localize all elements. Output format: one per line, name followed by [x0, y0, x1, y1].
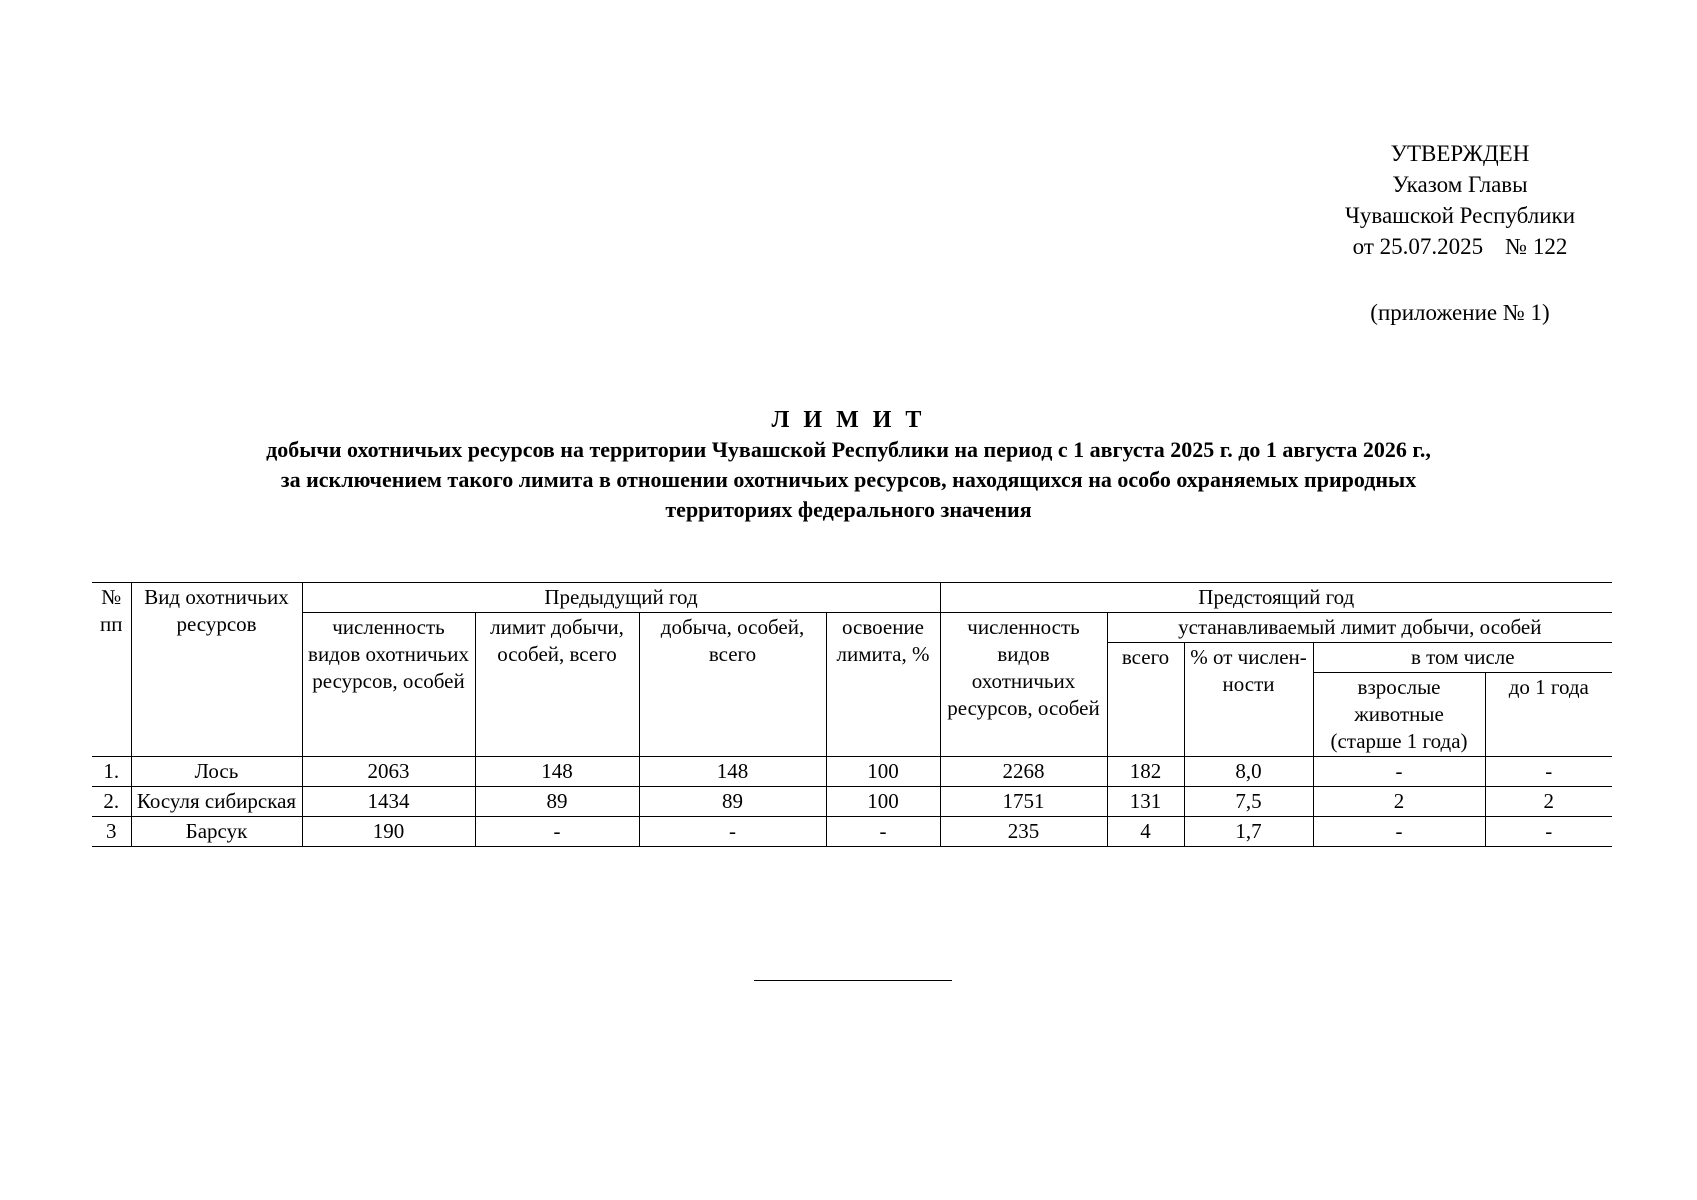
header-num: № пп	[92, 583, 131, 757]
header-prev-harvest: добыча, особей, всего	[639, 613, 826, 757]
cell-young: -	[1485, 817, 1612, 847]
cell-num: 2.	[92, 787, 131, 817]
header-prev-limit: лимит добычи, особей, всего	[475, 613, 639, 757]
table-row	[92, 757, 1612, 787]
cell-prev-limit: 148	[475, 757, 639, 787]
header-next-limit: устанавливаемый лимит добычи, особей	[1107, 613, 1612, 643]
title-line-1: добычи охотничьих ресурсов на территории Чувашской Республики на период с 1 августа 2025 г. до 1 августа 2026 г.,	[266, 437, 1431, 462]
cell-species: Косуля сибирская	[131, 787, 302, 817]
title-heading: Л И М И Т	[771, 407, 926, 433]
title-line-2: за исключением такого лимита в отношении охотничьих ресурсов, находящихся на особо охраняемых природных	[280, 467, 1417, 492]
cell-prev-usage: -	[826, 817, 940, 847]
cell-prev-limit: 89	[475, 787, 639, 817]
cell-adults: -	[1313, 757, 1485, 787]
header-species: Вид охотничьих ресурсов	[131, 583, 302, 757]
table-row	[92, 817, 1612, 847]
approval-authority: Указом Главы	[1392, 172, 1528, 197]
header-prev-population: численность видов охотничьих ресурсов, особей	[302, 613, 475, 757]
cell-pct: 1,7	[1184, 817, 1313, 847]
header-next-year: Предстоящий год	[940, 583, 1612, 613]
cell-prev-population: 1434	[302, 787, 475, 817]
header-prev-year: Предыдущий год	[302, 583, 940, 613]
cell-next-population: 2268	[940, 757, 1107, 787]
header-prev-usage: освоение лимита, %	[826, 613, 940, 757]
approval-date: от 25.07.2025	[1352, 234, 1484, 259]
cell-young: 2	[1485, 787, 1612, 817]
cell-prev-harvest: 148	[639, 757, 826, 787]
cell-species: Лось	[131, 757, 302, 787]
cell-num: 1.	[92, 757, 131, 787]
cell-total: 4	[1107, 817, 1184, 847]
approval-region: Чувашской Республики	[1344, 203, 1576, 228]
cell-prev-harvest: 89	[639, 787, 826, 817]
closing-divider	[754, 980, 952, 981]
title-line-3: территориях федерального значения	[665, 497, 1032, 522]
cell-total: 182	[1107, 757, 1184, 787]
cell-young: -	[1485, 757, 1612, 787]
cell-pct: 7,5	[1184, 787, 1313, 817]
cell-next-population: 235	[940, 817, 1107, 847]
cell-num: 3	[92, 817, 131, 847]
header-young: до 1 года	[1485, 673, 1612, 757]
header-including: в том числе	[1313, 643, 1612, 673]
cell-next-population: 1751	[940, 787, 1107, 817]
header-total: всего	[1107, 643, 1184, 757]
cell-prev-usage: 100	[826, 757, 940, 787]
cell-adults: -	[1313, 817, 1485, 847]
cell-prev-population: 190	[302, 817, 475, 847]
cell-total: 131	[1107, 787, 1184, 817]
cell-prev-harvest: -	[639, 817, 826, 847]
appendix-label: (приложение № 1)	[1370, 300, 1550, 325]
header-adults: взрослые животные (старше 1 года)	[1313, 673, 1485, 757]
cell-prev-usage: 100	[826, 787, 940, 817]
header-pct: % от числен-ности	[1184, 643, 1313, 757]
approval-number: № 122	[1505, 234, 1568, 259]
limits-table	[92, 582, 1612, 847]
table-row	[92, 787, 1612, 817]
document-title	[60, 405, 1637, 525]
cell-pct: 8,0	[1184, 757, 1313, 787]
cell-adults: 2	[1313, 787, 1485, 817]
approval-block	[1270, 138, 1650, 262]
header-next-population: численность видов охотничьих ресурсов, особей	[940, 613, 1107, 757]
cell-prev-limit: -	[475, 817, 639, 847]
approval-status: УТВЕРЖДЕН	[1390, 141, 1530, 166]
cell-prev-population: 2063	[302, 757, 475, 787]
approval-date-line	[1270, 231, 1650, 262]
cell-species: Барсук	[131, 817, 302, 847]
